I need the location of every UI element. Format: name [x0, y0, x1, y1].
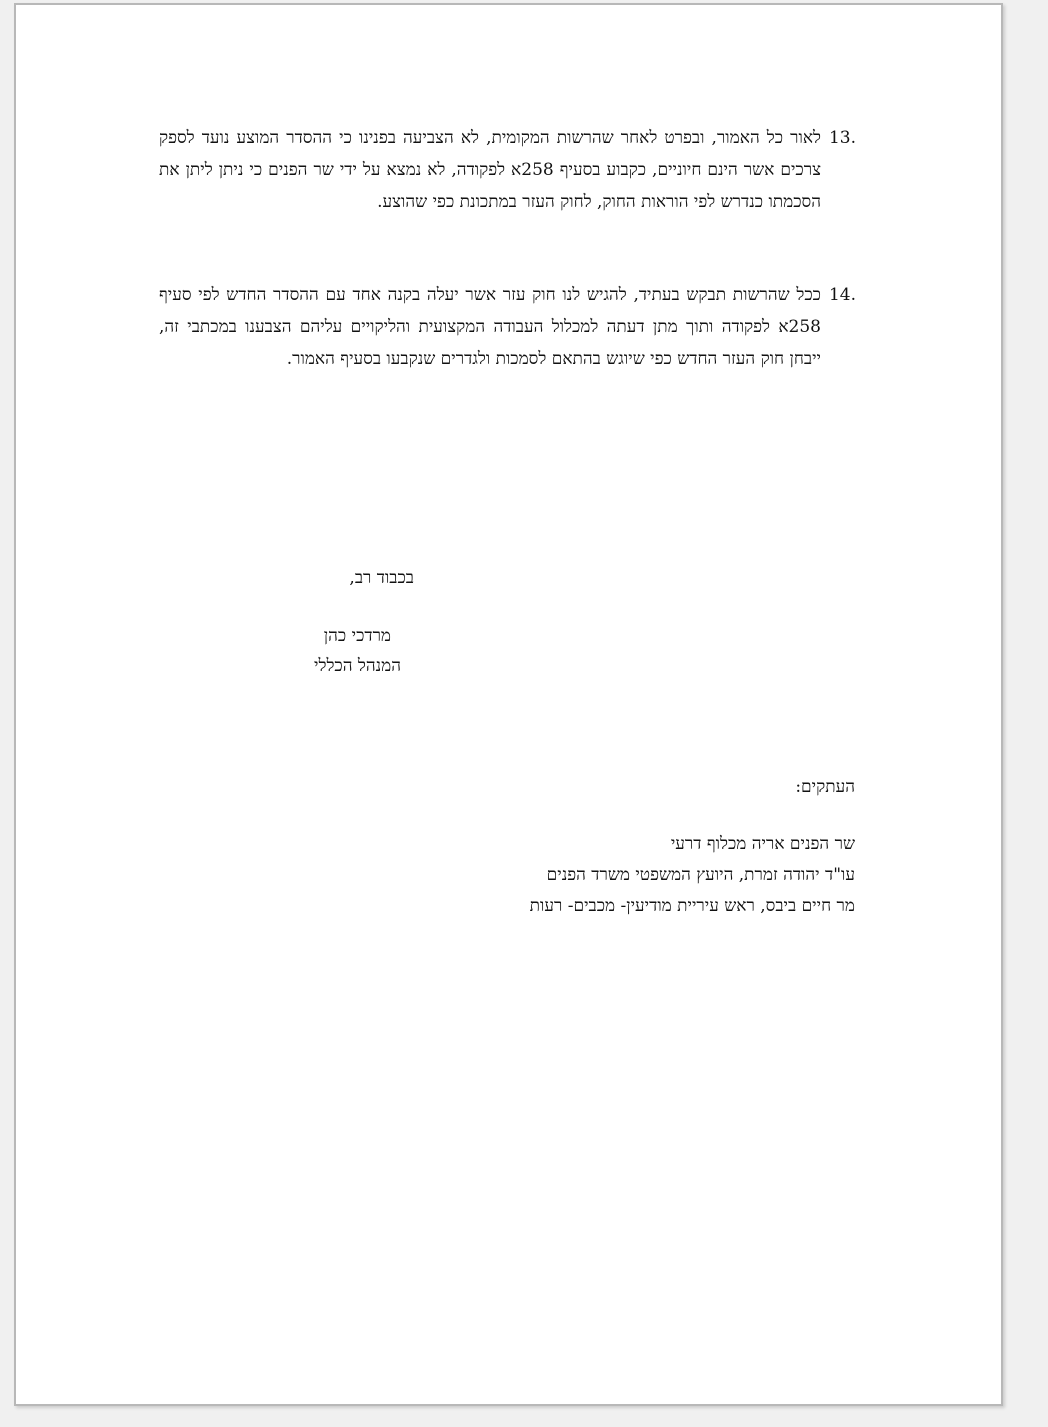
signer-name: מרדכי כהן: [323, 626, 391, 646]
copy-recipient: מר חיים ביבס, ראש עיריית מודיעין- מכבים- רעות: [529, 896, 855, 916]
signer-title: המנהל הכללי: [314, 656, 401, 676]
copies-list: [530, 829, 855, 922]
document-page: [14, 3, 1003, 1406]
paragraph-text: לאור כל האמור, ובפרט לאחר שהרשות המקומית, לא הצביעה בפנינו כי ההסדר המוצע נועד לספק צרכים אשר הינם חיוניים, כקבוע בסעיף 258א לפקודה, לא נמצא על ידי שר הפנים כי ניתן ליתן את הסכמתו כנדרש לפי הוראות החוק, לחוק העזר במתכונת כפי שהוצע.: [159, 128, 821, 212]
paragraph-number: 14.: [828, 285, 856, 305]
copy-recipient: שר הפנים אריה מכלוף דרעי: [670, 834, 855, 854]
paragraph-text: ככל שהרשות תבקש בעתיד, להגיש לנו חוק עזר אשר יעלה בקנה אחד עם ההסדר החדש לפי סעיף 258א לפקודה ותוך מתן דעתה למכלול העבודה המקצועית והליקויים עליהם הצבענו במכתבי זה, ייבחן חוק העזר החדש כפי שיוגש בהתאם לסמכות ולגדרים שנקבעו בסעיף האמור.: [159, 285, 821, 369]
paragraph-13: [159, 122, 856, 218]
paragraph-number: 13.: [828, 128, 856, 148]
closing-salutation: בכבוד רב,: [349, 568, 414, 588]
copy-recipient: עו"ד יהודה זמרת, היועץ המשפטי משרד הפנים: [546, 865, 855, 885]
paragraph-14: [159, 279, 856, 375]
copies-label: העתקים:: [795, 777, 855, 797]
